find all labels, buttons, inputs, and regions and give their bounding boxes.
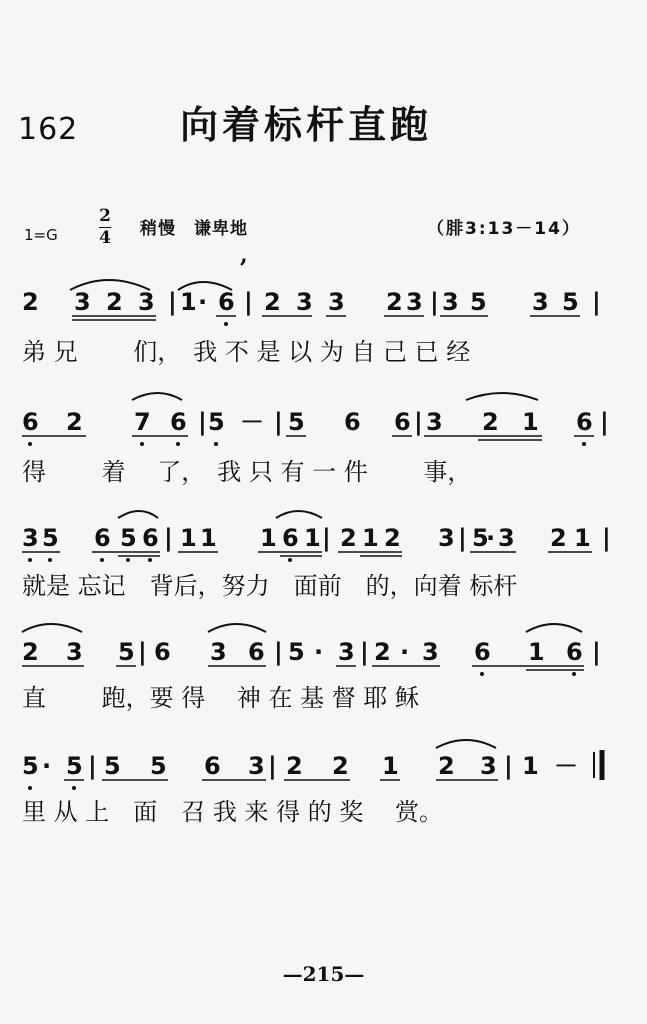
svg-text:5: 5 <box>470 288 487 316</box>
svg-text:2: 2 <box>482 408 499 436</box>
tempo-marking: 稍慢 谦卑地 <box>140 219 248 239</box>
svg-text:·: · <box>486 524 496 552</box>
svg-text:3: 3 <box>248 752 265 780</box>
svg-text:1: 1 <box>180 524 197 552</box>
svg-text:|: | <box>360 638 369 666</box>
lyrics-line-2: 得 着 了， 我 只 有 一 件 事， <box>22 458 472 486</box>
svg-text:6: 6 <box>142 524 159 552</box>
svg-text:6: 6 <box>248 638 265 666</box>
svg-text:3: 3 <box>328 288 345 316</box>
breath-mark: , <box>240 242 248 268</box>
svg-text:6: 6 <box>218 288 235 316</box>
svg-text:1: 1 <box>362 524 379 552</box>
svg-text:|: | <box>504 752 513 780</box>
svg-text:|: | <box>164 524 173 552</box>
svg-text:6: 6 <box>474 638 491 666</box>
svg-text:·: · <box>42 752 52 780</box>
svg-text:|: | <box>274 638 283 666</box>
svg-text:1: 1 <box>522 752 539 780</box>
svg-text:2: 2 <box>106 288 123 316</box>
svg-text:6: 6 <box>94 524 111 552</box>
lyrics-line-5: 里 从 上 面 召 我 来 得 的 奖 赏。 <box>22 798 444 826</box>
svg-text:2: 2 <box>66 408 83 436</box>
notation-line-1 <box>22 272 622 332</box>
notation-svg-3 <box>22 508 622 568</box>
svg-text:|: | <box>592 638 601 666</box>
notation-svg-4 <box>22 622 622 682</box>
lyrics-line-4: 直 跑，要 得 神 在 基 督 耶 稣 <box>22 684 420 712</box>
svg-text:7: 7 <box>134 408 151 436</box>
svg-text:3: 3 <box>438 524 455 552</box>
footer-page-number: —215— <box>282 962 365 986</box>
svg-text:|: | <box>602 524 611 552</box>
svg-text:5: 5 <box>118 638 135 666</box>
svg-text:2: 2 <box>286 752 303 780</box>
svg-text:5: 5 <box>208 408 225 436</box>
svg-text:5: 5 <box>120 524 137 552</box>
svg-text:5: 5 <box>472 524 489 552</box>
svg-text:2: 2 <box>22 288 39 316</box>
svg-text:3: 3 <box>296 288 313 316</box>
notation-line-5 <box>22 736 622 796</box>
svg-text:6: 6 <box>154 638 171 666</box>
svg-text:5: 5 <box>104 752 121 780</box>
svg-text:－: － <box>240 408 264 436</box>
svg-text:2: 2 <box>384 524 401 552</box>
notation-line-3 <box>22 508 622 568</box>
svg-text:|: | <box>168 288 177 316</box>
svg-text:3: 3 <box>422 638 439 666</box>
svg-text:5: 5 <box>22 752 39 780</box>
key-signature: 1=G <box>24 226 58 244</box>
svg-text:|: | <box>592 288 601 316</box>
svg-text:·: · <box>314 638 324 666</box>
svg-text:·: · <box>198 288 208 316</box>
svg-text:|: | <box>274 408 283 436</box>
svg-text:6: 6 <box>282 524 299 552</box>
svg-text:5: 5 <box>66 752 83 780</box>
svg-text:2: 2 <box>22 638 39 666</box>
svg-text:2: 2 <box>386 288 403 316</box>
time-signature-top: 2 <box>99 206 111 226</box>
svg-text:6: 6 <box>576 408 593 436</box>
notation-svg-2 <box>22 392 622 452</box>
svg-text:1: 1 <box>304 524 321 552</box>
svg-text:1: 1 <box>200 524 217 552</box>
svg-text:2: 2 <box>264 288 281 316</box>
svg-text:3: 3 <box>22 524 39 552</box>
svg-text:3: 3 <box>532 288 549 316</box>
svg-text:3: 3 <box>442 288 459 316</box>
svg-text:|: | <box>88 752 97 780</box>
svg-text:5: 5 <box>288 638 305 666</box>
notation-line-2 <box>22 392 622 452</box>
svg-text:5: 5 <box>288 408 305 436</box>
svg-text:5: 5 <box>150 752 167 780</box>
time-signature-bottom: 4 <box>99 228 111 248</box>
lyrics-line-1: 弟 兄 们， 我 不 是 以 为 自 己 已 经 <box>22 338 471 366</box>
svg-text:·: · <box>400 638 410 666</box>
svg-text:6: 6 <box>204 752 221 780</box>
svg-text:1: 1 <box>382 752 399 780</box>
svg-text:|: | <box>430 288 439 316</box>
svg-text:|: | <box>198 408 207 436</box>
svg-text:3: 3 <box>210 638 227 666</box>
svg-text:6: 6 <box>394 408 411 436</box>
notation-svg-1 <box>22 272 622 332</box>
lyrics-line-3: 就是 忘记 背后，努力 面前 的，向着 标杆 <box>22 572 518 600</box>
svg-text:3: 3 <box>406 288 423 316</box>
svg-text:－: － <box>554 752 578 780</box>
notation-svg-5 <box>22 736 622 796</box>
svg-text:1: 1 <box>260 524 277 552</box>
svg-text:3: 3 <box>74 288 91 316</box>
svg-text:3: 3 <box>338 638 355 666</box>
svg-text:1: 1 <box>574 524 591 552</box>
svg-text:2: 2 <box>332 752 349 780</box>
svg-text:3: 3 <box>480 752 497 780</box>
svg-text:2: 2 <box>438 752 455 780</box>
svg-text:5: 5 <box>42 524 59 552</box>
song-title: 向着标杆直跑 <box>180 103 433 147</box>
svg-text:2: 2 <box>340 524 357 552</box>
svg-text:3: 3 <box>498 524 515 552</box>
svg-text:2: 2 <box>374 638 391 666</box>
svg-text:6: 6 <box>566 638 583 666</box>
svg-text:1: 1 <box>528 638 545 666</box>
svg-text:|: | <box>414 408 423 436</box>
svg-text:|: | <box>244 288 253 316</box>
scripture-reference: （腓3:13－14） <box>427 219 581 239</box>
svg-text:1: 1 <box>180 288 197 316</box>
svg-text:|: | <box>458 524 467 552</box>
time-signature <box>97 206 113 249</box>
svg-text:5: 5 <box>562 288 579 316</box>
svg-text:6: 6 <box>344 408 361 436</box>
notation-line-4 <box>22 622 622 682</box>
svg-text:6: 6 <box>170 408 187 436</box>
svg-text:6: 6 <box>22 408 39 436</box>
svg-text:3: 3 <box>138 288 155 316</box>
svg-text:|: | <box>138 638 147 666</box>
svg-text:|: | <box>268 752 277 780</box>
svg-text:1: 1 <box>522 408 539 436</box>
svg-text:|: | <box>600 408 609 436</box>
svg-text:|: | <box>322 524 331 552</box>
svg-text:3: 3 <box>426 408 443 436</box>
svg-text:3: 3 <box>66 638 83 666</box>
page-number: 162 <box>18 112 79 147</box>
svg-text:2: 2 <box>550 524 567 552</box>
